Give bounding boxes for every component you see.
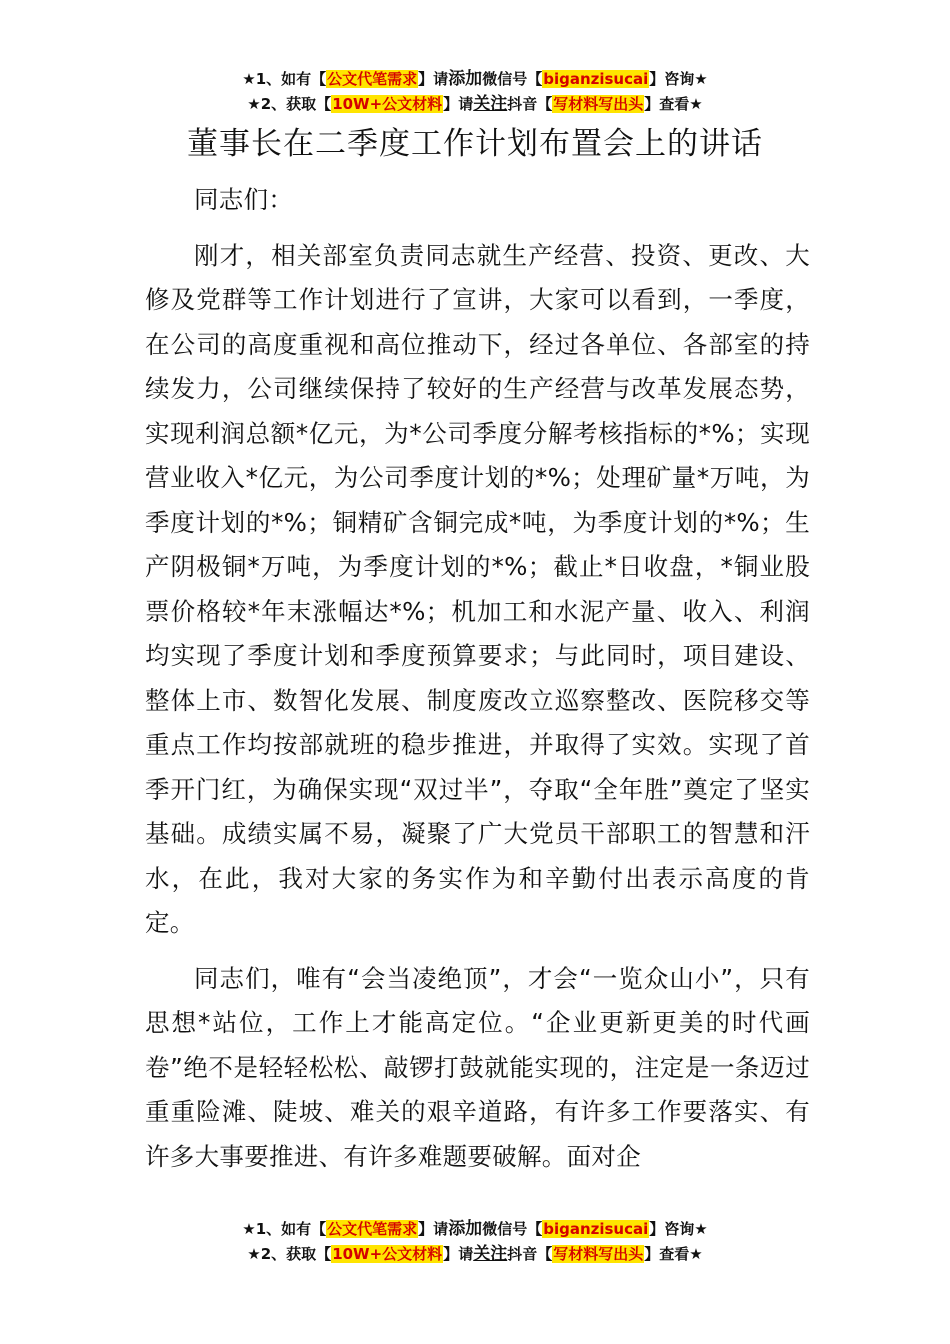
- promo-highlight: 10W+公文材料: [332, 95, 443, 113]
- promo-douyin-id: 写材料写出头: [553, 1245, 644, 1263]
- promo-wechat-id: biganzisucai: [543, 70, 649, 88]
- promo-douyin-id: 写材料写出头: [553, 95, 644, 113]
- promo-line-1: ★1、如有【公文代笔需求】请添加微信号【biganzisucai】咨询★: [242, 69, 708, 89]
- promo-line-2: ★2、获取【10W+公文材料】请关注抖音【写材料写出头】查看★: [247, 1244, 703, 1264]
- promo-wechat-id: biganzisucai: [543, 1220, 649, 1238]
- promo-banner-bottom: [0, 1217, 950, 1267]
- document-body: [145, 178, 810, 1179]
- paragraph: 同志们，唯有“会当凌绝顶”，才会“一览众山小”，只有思想*站位，工作上才能高定位。“企业更新更美的时代画卷”绝不是轻轻松松、敲锣打鼓就能实现的，注定是一条迈过重重险滩、陡坡、难关的艰辛道路，有许多工作要落实、有许多大事要推进、有许多难题要破解。面对企: [145, 963, 810, 1171]
- document-title: 董事长在二季度工作计划布置会上的讲话: [187, 126, 763, 162]
- paragraph: 刚才，相关部室负责同志就生产经营、投资、更改、大修及党群等工作计划进行了宣讲，大家可以看到，一季度，在公司的高度重视和高位推动下，经过各单位、各部室的持续发力，公司继续保持了较好的生产经营与改革发展态势，实现利润总额*亿元，为*公司季度分解考核指标的*%；实现营业收入*亿元，为公司季度计划的*%；处理矿量*万吨，为季度计划的*%；铜精矿含铜完成*吨，为季度计划的*%；生产阴极铜*万吨，为季度计划的*%；截止*日收盘，*铜业股票价格较*年末涨幅达*%；机加工和水泥产量、收入、利润均实现了季度计划和季度预算要求；与此同时，项目建设、整体上市、数智化发展、制度废改立巡察整改、医院移交等重点工作均按部就班的稳步推进，并取得了实效。实现了首季开门红，为确保实现“双过半”，夺取“全年胜”奠定了坚实基础。成绩实属不易，凝聚了广大党员干部职工的智慧和汗水，在此，我对大家的务实作为和辛勤付出表示高度的肯定。: [145, 240, 810, 937]
- salutation: 同志们：: [194, 185, 294, 214]
- promo-line-2: ★2、获取【10W+公文材料】请关注抖音【写材料写出头】查看★: [247, 94, 703, 114]
- promo-line-1: ★1、如有【公文代笔需求】请添加微信号【biganzisucai】咨询★: [242, 1219, 708, 1239]
- promo-highlight: 10W+公文材料: [332, 1245, 443, 1263]
- promo-banner-top: [0, 67, 950, 117]
- promo-highlight: 公文代笔需求: [327, 70, 418, 88]
- promo-highlight: 公文代笔需求: [327, 1220, 418, 1238]
